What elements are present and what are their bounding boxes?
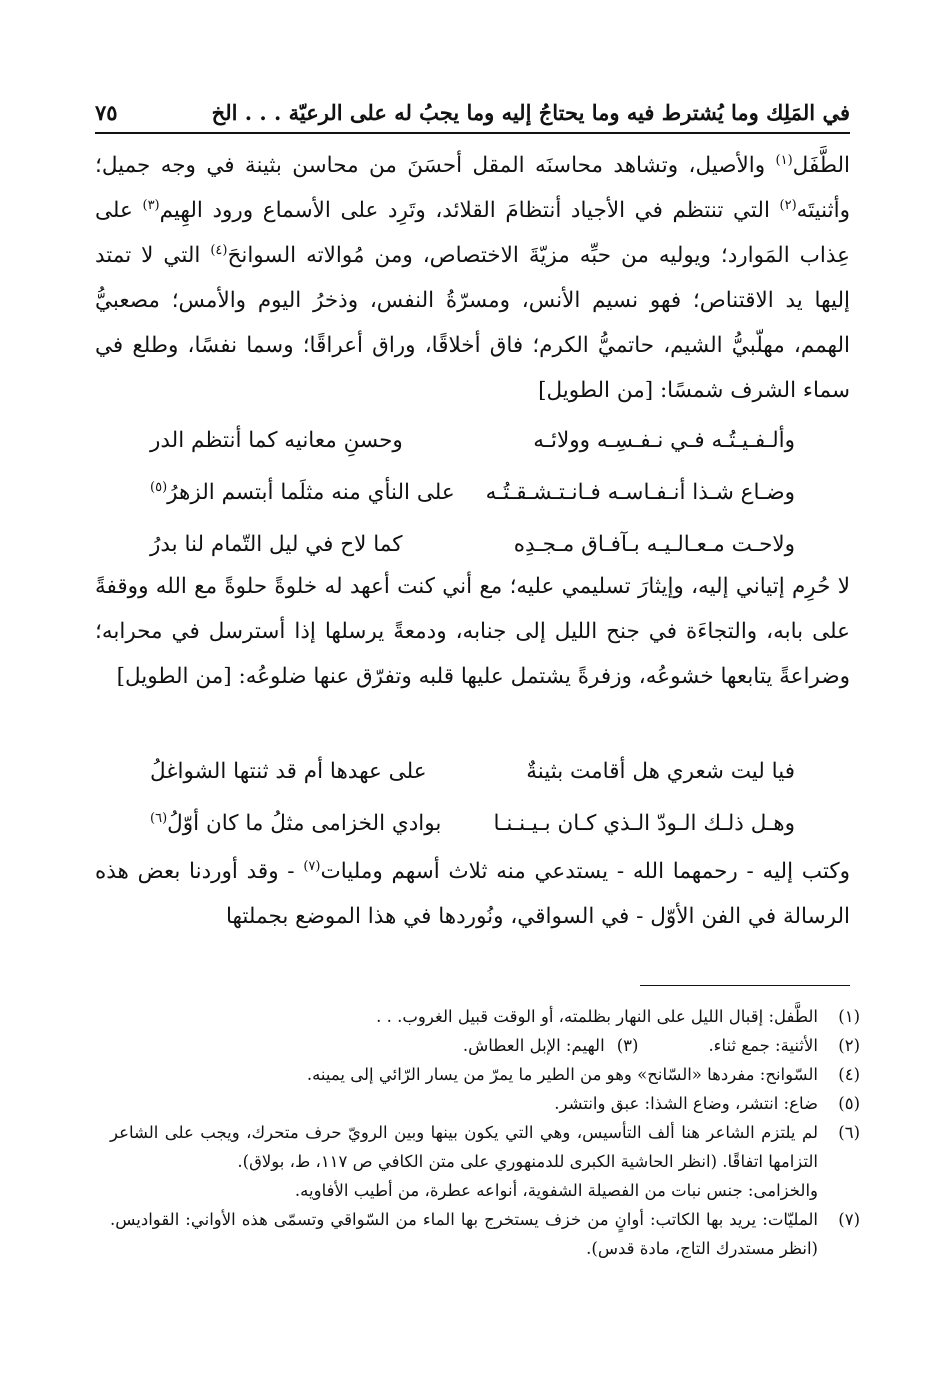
text-run: على عِذاب المَوارد؛ ويوليه من حبِّه مزيّةَ الاختصاص، ومن مُوالاته السوانحَ [95, 198, 850, 268]
footnote-number: (٢) [838, 1036, 860, 1055]
footnote-number: (١) [838, 1007, 860, 1026]
verse-first-hemistich: وضـاع شـذا أنـفـاسـه فـانـتـشـقـتُـه [485, 479, 795, 505]
verse-first-hemistich: فيا ليت شعري هل أقامت بثينةٌ [526, 758, 795, 784]
hemistich-text: بوادي الخزامى مثلُ ما كان أوّلُ [167, 810, 442, 836]
verse-second-hemistich [150, 811, 473, 836]
text-run: الطَّفَل [792, 153, 850, 178]
footnote-ref-5: (٥) [150, 479, 168, 495]
footnote-5 [110, 1089, 860, 1118]
running-header [95, 92, 850, 134]
hemistich-text: وحسنِ معانيه كما أنتظم الدر [150, 427, 403, 453]
footnote-ref-6: (٦) [150, 810, 168, 826]
text-run: والأصيل، وتشاهد محاسنَه المقل أحسَنَ من محاسن بثينة في وجه جميل؛ وأثنيتَه [95, 153, 851, 223]
footnote-number: (٧) [838, 1210, 860, 1229]
footnote-ref-4: (٤) [210, 242, 228, 258]
verse [150, 466, 795, 518]
verse [150, 518, 795, 570]
footnote-number: (٥) [838, 1094, 860, 1113]
footnote-number: (٦) [838, 1123, 860, 1142]
footnote-text: ضاع: انتشر، وضاع الشذا: عبق وانتشر. [554, 1094, 818, 1113]
footnote-text: السّوانح: مفردها «السّانح» وهو من الطير ما يمرّ من يسار الرّائي إلى يمينه. [306, 1065, 818, 1084]
paragraph-3 [95, 849, 850, 939]
footnote-ref-3: (٣) [142, 197, 160, 213]
page-number: ٧٥ [95, 99, 118, 125]
text-run: التي لا تمتد إليها يد الاقتناص؛ فهو نسيم الأنس، ومسرّةُ النفس، وذخرُ اليوم والأمس؛ مصعبيُّ الهمم، مهلّبيُّ الشيم، حاتميُّ الكرم؛ فاق أخلاقًا، وراق أعراقًا؛ وسما نفسًا، وطلع في سماء الشرف شمسًا: [من الطويل] [95, 243, 850, 403]
text-run: - وقد أوردنا بعض هذه الرسالة في الفن الأوّل - في السواقي، ونُوردها في هذا الموضع بجملتها [95, 859, 850, 929]
text-run: وكتب إليه - رحمهما الله - يستدعي منه ثلاث أسهم ومليات [320, 859, 851, 884]
footnote-6-continued [110, 1176, 860, 1205]
footnote-7 [110, 1205, 860, 1263]
footnote-text: لم يلتزم الشاعر هنا ألف التأسيس، وهي التي يكون بينها وبين الرويّ حرف متحرك، ويجب على الشاعر التزامها اتفاقًا. (انظر الحاشية الكبرى للدمنهوري على متن الكافي ص ١١٧، ط، بولاق). [110, 1123, 818, 1171]
verse-first-hemistich: وألـفـيـتُـه فـي نـفـسِـه وولائـه [533, 427, 795, 453]
hemistich-text: على النأي منه مثلَما أبتسم الزهرُ [167, 479, 455, 505]
footnote-1 [110, 1002, 860, 1031]
verse-second-hemistich [150, 428, 473, 453]
footnote-separator [640, 985, 850, 986]
footnote-number: (٤) [838, 1065, 860, 1084]
poem-1 [150, 414, 795, 570]
footnote-ref-7: (٧) [303, 858, 321, 874]
footnote-text: والخزامى: جنس نبات من الفصيلة الشفوية، أنواعه عطرة، من أطيب الأفاويه. [294, 1181, 818, 1200]
verse-first-hemistich: ولاحـت مـعـالـيـه بـآفـاق مـجـدِه [513, 531, 795, 557]
verse-second-hemistich [150, 532, 473, 557]
footnote-4 [110, 1060, 860, 1089]
hemistich-text: كما لاح في ليل التّمام لنا بدرُ [150, 531, 403, 557]
verse-second-hemistich [150, 759, 473, 784]
footnote-number: (٣) [616, 1036, 639, 1055]
footnote-2-3 [110, 1031, 860, 1060]
verse [150, 745, 795, 797]
header-title: في المَلِك وما يُشترط فيه وما يحتاجُ إليه وما يجبُ له على الرعيّة . . . الخ [211, 99, 850, 125]
paragraph-2: لا حُرِم إتياني إليه، وإيثارَ تسليمي عليه؛ مع أني كنت أعهد له خلوةً حلوةً مع الله ووقفةً على بابه، والتجاءَة في جنح الليل إلى جنابه، ودمعةً يرسلها إذا أسترسل في محرابه؛ وضراعةً يتابعها خشوعُه، وزفرةً يشتمل عليها قلبه وتفرّق عنها ضلوعُه: [من الطويل] [95, 574, 850, 689]
footnote-text: المليّات: يريد بها الكاتب: أوانٍ من خزف يستخرج بها الماء من السّواقي وتسمّى هذه الأواني: القواديس. (انظر مستدرك التاج، مادة قدس). [110, 1210, 818, 1258]
text-run: التي تنتظم في الأجياد أنتظامَ القلائد، وتَرِد على الأسماع ورود الهِيم [159, 198, 780, 223]
footnote-text: الأثنية: جمع ثناء. [708, 1036, 818, 1055]
footnote-text: الطَّفل: إقبال الليل على النهار بظلمته، أو الوقت قبيل الغروب. . . [376, 1007, 818, 1026]
verse [150, 797, 795, 849]
verse-first-hemistich: وهـل ذلـك الـودّ الـذي كـان بـيـنـنـا [493, 810, 795, 836]
verse [150, 414, 795, 466]
footnote-ref-2: (٢) [779, 197, 797, 213]
footnote-text: الهيم: الإبل العطاش. [462, 1036, 605, 1055]
footnote-6 [110, 1118, 860, 1176]
footnote-ref-1: (١) [775, 152, 793, 168]
footnotes [110, 1002, 860, 1263]
verse-second-hemistich [150, 480, 473, 505]
poem-2 [150, 745, 795, 849]
paragraph-1 [95, 143, 850, 413]
hemistich-text: على عهدها أم قد ثنتها الشواغلُ [150, 758, 427, 784]
